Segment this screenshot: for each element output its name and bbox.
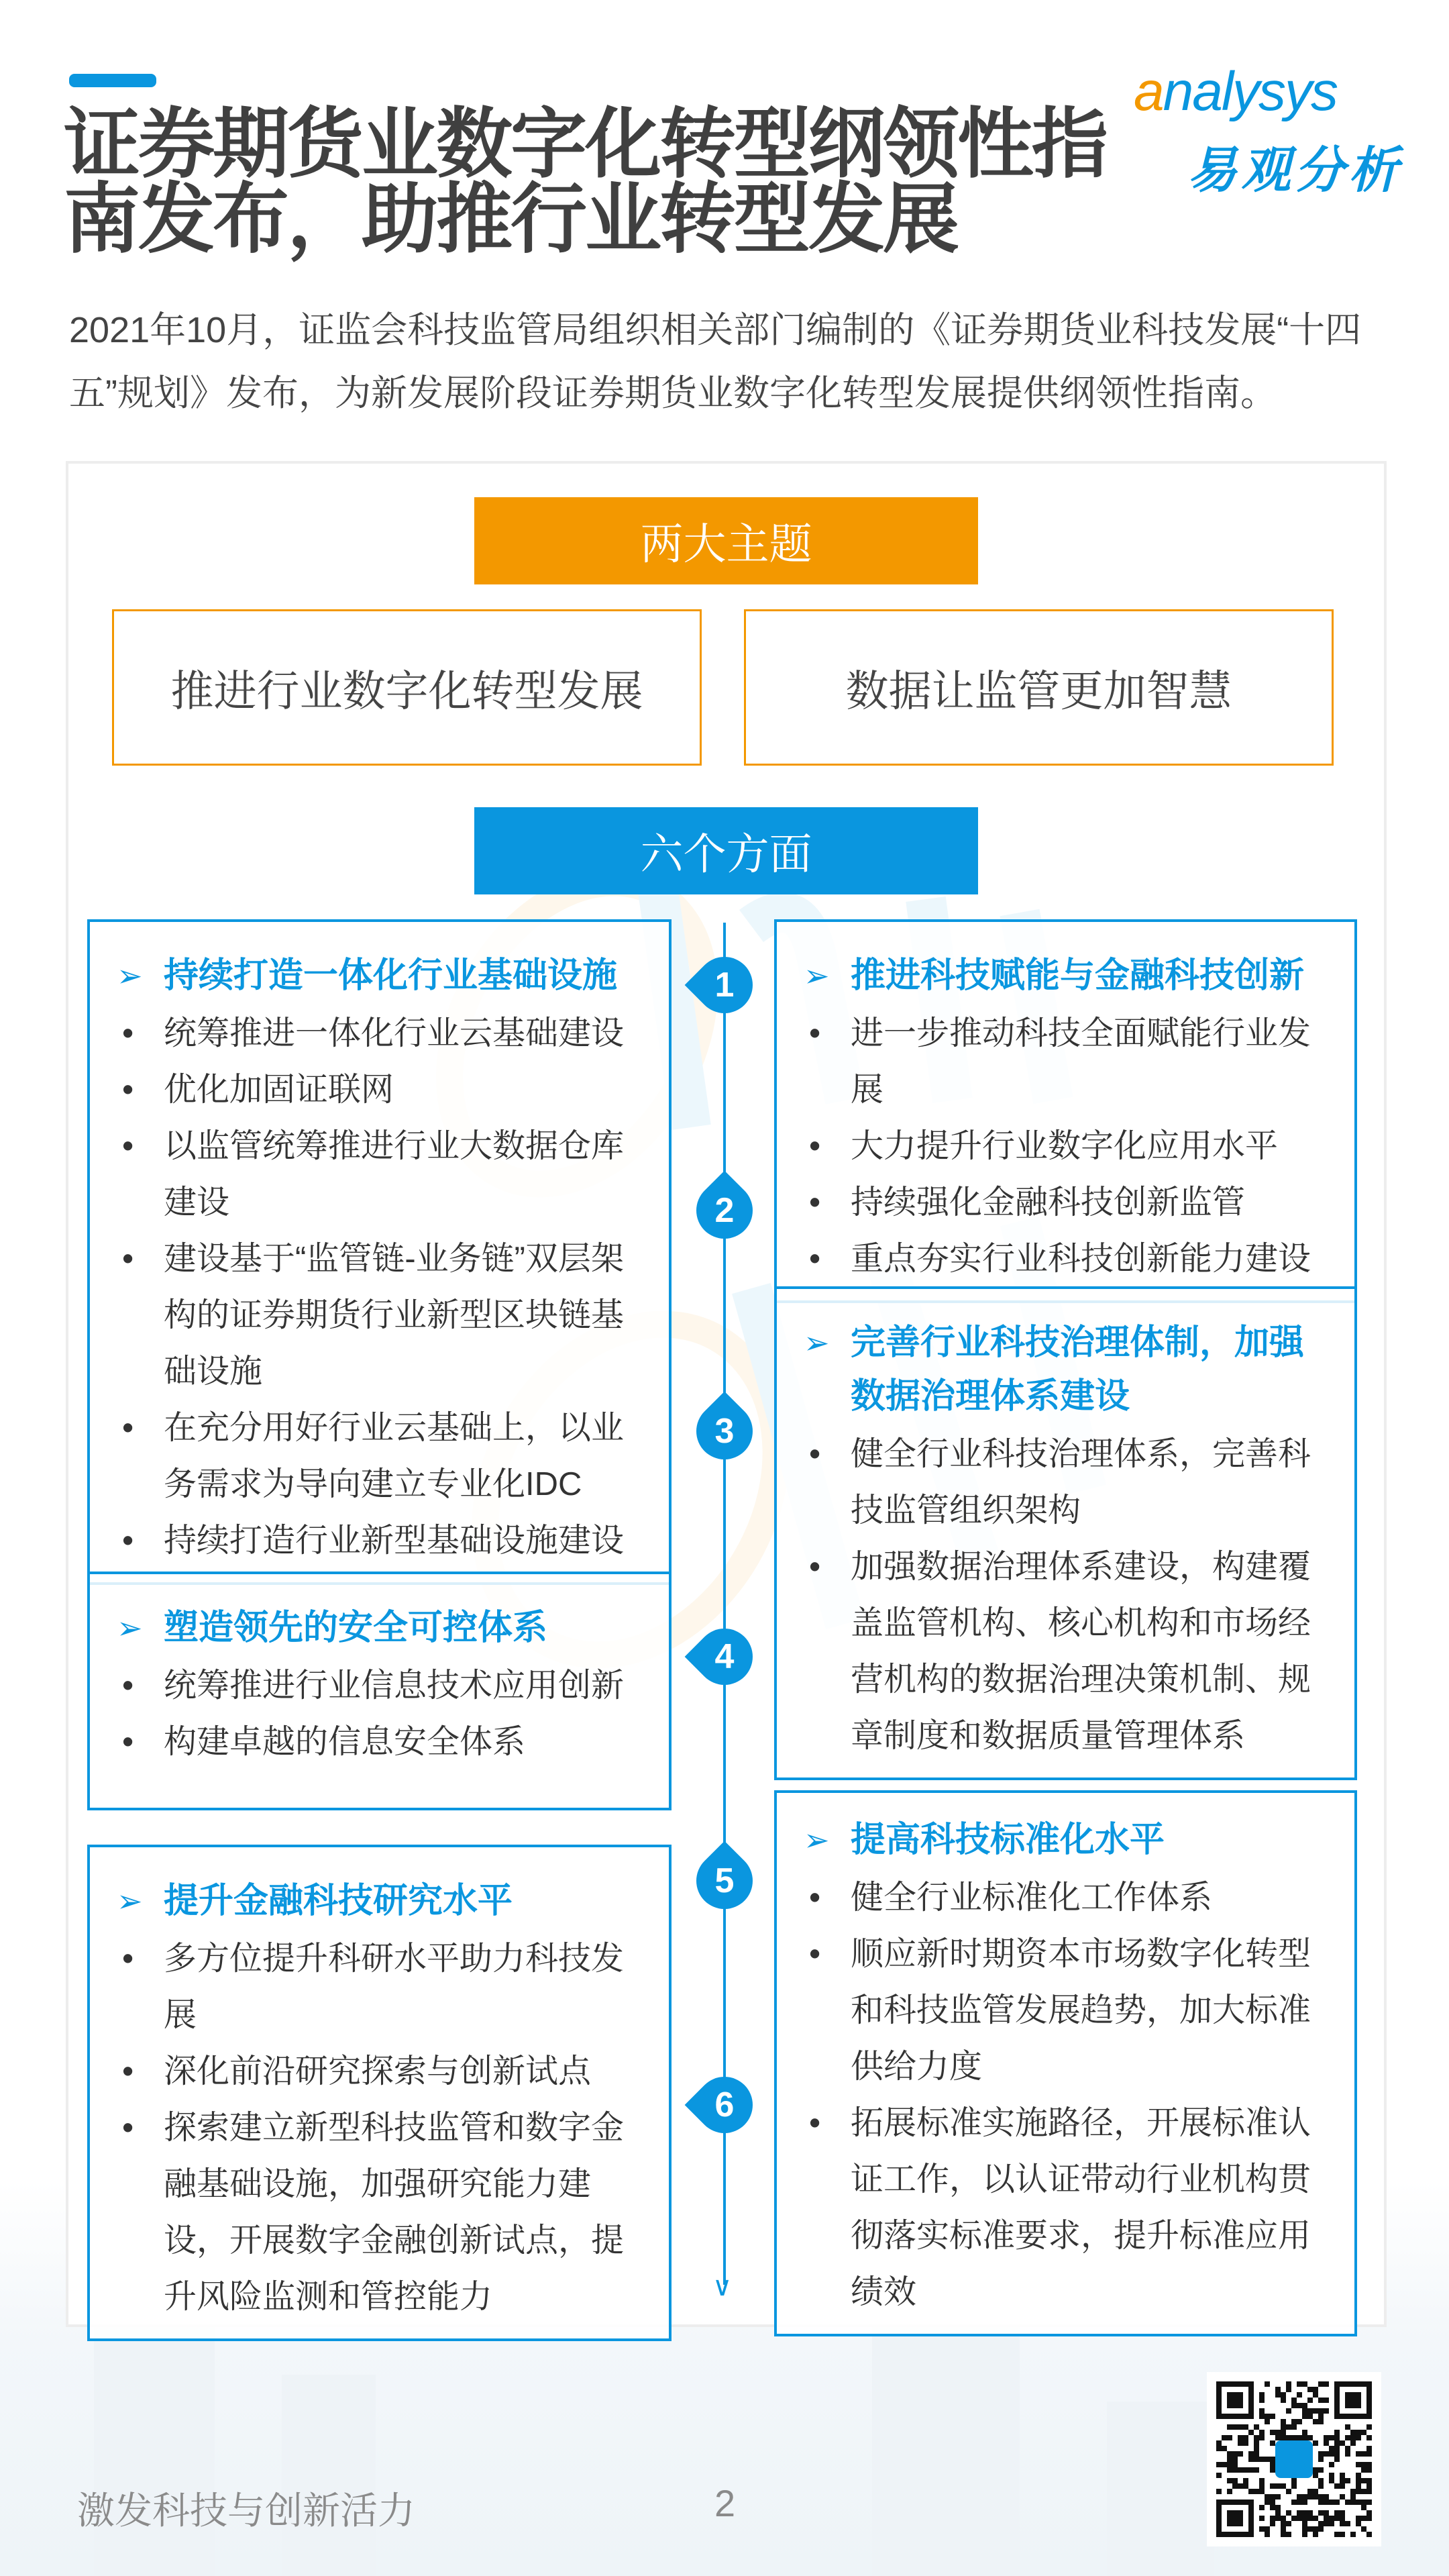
bullet-icon: •: [122, 1941, 134, 1977]
logo-chinese: 易观分析: [1187, 142, 1402, 198]
aspect-title: [804, 949, 1334, 1002]
title-line-2: 南发布，助推行业转型发展: [64, 177, 958, 262]
list-item-text: 顺应新时期资本市场数字化转型和科技监管发展趋势，加大标准供给力度: [851, 1936, 1311, 2085]
list-item: [117, 1062, 633, 1118]
list-item: [804, 1926, 1320, 2095]
step-marker-4: [685, 1617, 765, 1697]
list-item-text: 统筹推进一体化行业云基础建设: [164, 1015, 625, 1051]
list-item-text: 探索建立新型科技监管和数字金融基础设施，加强研究能力建设，开展数字金融创新试点，提升风险监测和管控能力: [164, 2110, 625, 2315]
intro-paragraph: 2021年10月，证监会科技监管局组织相关部门编制的《证券期货业科技发展“十四五”规划》发布，为新发展阶段证券期货业数字化转型发展提供纲领性指南。: [69, 310, 1362, 413]
list-item-text: 健全行业科技治理体系，完善科技监管组织架构: [851, 1436, 1311, 1529]
list-item: [117, 1400, 633, 1512]
step-marker-3: [685, 1392, 765, 1472]
theme-box-1: 推进行业数字化转型发展: [112, 609, 702, 766]
qr-code: [1207, 2372, 1381, 2546]
list-item: [117, 2100, 633, 2325]
chevron-right-icon: ➢: [117, 958, 143, 993]
step-number: 3: [714, 1412, 735, 1451]
themes-header: 两大主题: [474, 497, 978, 584]
bullet-icon: •: [122, 1015, 134, 1051]
list-item: [117, 1714, 633, 1770]
list-item: [117, 1118, 633, 1231]
logo-wordmark: nalysys: [1163, 61, 1338, 122]
bullet-icon: •: [809, 1549, 821, 1585]
aspect-card-2: [774, 919, 1357, 1303]
bullet-icon: •: [122, 1128, 134, 1164]
aspect-card-1: [87, 919, 672, 1585]
qr-code-image: [1216, 2381, 1372, 2537]
list-item: [804, 1869, 1320, 1926]
aspect-list: [117, 1930, 649, 2325]
chevron-right-icon: ➢: [117, 1610, 143, 1645]
step-number: 2: [714, 1191, 735, 1230]
bullet-icon: •: [122, 2110, 134, 2146]
bullet-icon: •: [809, 1879, 821, 1916]
list-item: [804, 1539, 1320, 1764]
bullet-icon: •: [122, 1410, 134, 1446]
list-item-text: 以监管统筹推进行业大数据仓库建设: [164, 1128, 625, 1221]
list-item-text: 深化前沿研究探索与创新试点: [164, 2053, 592, 2090]
bullet-icon: •: [122, 1072, 134, 1108]
list-item-text: 加强数据治理体系建设，构建覆盖监管机构、核心机构和市场经营机构的数据治理决策机制、规章制度和数据质量管理体系: [851, 1549, 1311, 1754]
step-marker-5: [685, 1841, 765, 1921]
bullet-icon: •: [122, 1724, 134, 1760]
list-item: [804, 1005, 1320, 1118]
list-item: [117, 1512, 633, 1569]
list-item: [117, 1231, 633, 1400]
aspects-header: 六个方面: [474, 807, 978, 894]
list-item-text: 建设基于“监管链-业务链”双层架构的证券期货行业新型区块链基础设施: [164, 1241, 625, 1390]
aspect-card-6: [87, 1845, 672, 2341]
theme-box-2: 数据让监管更加智慧: [744, 609, 1334, 766]
aspect-title: [117, 1601, 649, 1655]
aspect-list: [117, 1005, 649, 1569]
chevron-right-icon: ➢: [117, 1884, 143, 1918]
aspect-title-text: 完善行业科技治理体制，加强数据治理体系建设: [851, 1323, 1305, 1416]
bullet-icon: •: [122, 1667, 134, 1704]
bullet-icon: •: [809, 1184, 821, 1221]
aspect-title-text: 持续打造一体化行业基础设施: [164, 956, 618, 995]
aspect-title-text: 提升金融科技研究水平: [164, 1882, 513, 1920]
step-marker-2: [685, 1171, 765, 1251]
aspect-list: [117, 1657, 649, 1770]
bullet-icon: •: [809, 1436, 821, 1472]
list-item: [804, 1426, 1320, 1539]
aspect-list: [804, 1005, 1334, 1287]
list-item-text: 健全行业标准化工作体系: [851, 1879, 1213, 1916]
timeline-arrow-icon: ∨: [712, 2272, 733, 2302]
step-marker-1: [685, 945, 765, 1025]
bullet-icon: •: [122, 1241, 134, 1277]
aspect-title: [117, 949, 649, 1002]
page-number: 2: [714, 2482, 736, 2524]
list-item-text: 在充分用好行业云基础上，以业务需求为导向建立专业化IDC: [164, 1410, 625, 1502]
list-item-text: 优化加固证联网: [164, 1072, 394, 1108]
bullet-icon: •: [122, 2053, 134, 2090]
footer-slogan: 激发科技与创新活力: [77, 2489, 415, 2532]
analysys-logo: [1134, 60, 1402, 198]
aspect-list: [804, 1869, 1334, 2320]
aspect-card-4: [87, 1572, 672, 1810]
list-item: [117, 1005, 633, 1062]
list-item-text: 持续打造行业新型基础设施建设: [164, 1523, 625, 1559]
accent-bar: [69, 74, 156, 87]
logo-letter-a: a: [1134, 61, 1163, 122]
list-item-text: 拓展标准实施路径，开展标准认证工作，以认证带动行业机构贯彻落实标准要求，提升标准应用绩效: [851, 2105, 1311, 2310]
aspect-list: [804, 1426, 1334, 1764]
list-item-text: 多方位提升科研水平助力科技发展: [164, 1941, 625, 2033]
list-item-text: 持续强化金融科技创新监管: [851, 1184, 1246, 1221]
aspect-title: [804, 1813, 1334, 1867]
list-item-text: 构建卓越的信息安全体系: [164, 1724, 526, 1760]
chevron-right-icon: ➢: [804, 1325, 830, 1360]
step-number: 5: [714, 1861, 735, 1900]
bullet-icon: •: [809, 1936, 821, 1972]
list-item-text: 进一步推动科技全面赋能行业发展: [851, 1015, 1311, 1108]
bullet-icon: •: [809, 2105, 821, 2141]
aspect-title: [804, 1316, 1334, 1423]
chevron-right-icon: ➢: [804, 1822, 830, 1857]
bullet-icon: •: [809, 1128, 821, 1164]
list-item: [804, 1231, 1320, 1287]
list-item: [804, 1118, 1320, 1174]
list-item: [117, 1657, 633, 1714]
step-number: 1: [714, 966, 735, 1004]
bullet-icon: •: [809, 1241, 821, 1277]
step-number: 4: [714, 1637, 735, 1676]
list-item-text: 大力提升行业数字化应用水平: [851, 1128, 1279, 1164]
list-item-text: 重点夯实行业科技创新能力建设: [851, 1241, 1311, 1277]
aspect-title: [117, 1874, 649, 1928]
step-number: 6: [714, 2085, 735, 2124]
list-item: [117, 1930, 633, 2043]
bullet-icon: •: [122, 1523, 134, 1559]
aspect-title-text: 推进科技赋能与金融科技创新: [851, 956, 1305, 995]
bullet-icon: •: [809, 1015, 821, 1051]
aspect-title-text: 提高科技标准化水平: [851, 1820, 1165, 1859]
chevron-right-icon: ➢: [804, 958, 830, 993]
list-item: [804, 1174, 1320, 1231]
title-line-1: 证券期货业数字化转型纲领性指: [64, 102, 1107, 187]
step-marker-6: [685, 2065, 765, 2145]
aspect-card-5: [774, 1790, 1357, 2336]
page-title: [64, 102, 1124, 262]
list-item: [117, 2043, 633, 2100]
aspect-title-text: 塑造领先的安全可控体系: [164, 1608, 548, 1647]
list-item: [804, 2095, 1320, 2320]
aspect-card-3: [774, 1286, 1357, 1780]
list-item-text: 统筹推进行业信息技术应用创新: [164, 1667, 625, 1704]
